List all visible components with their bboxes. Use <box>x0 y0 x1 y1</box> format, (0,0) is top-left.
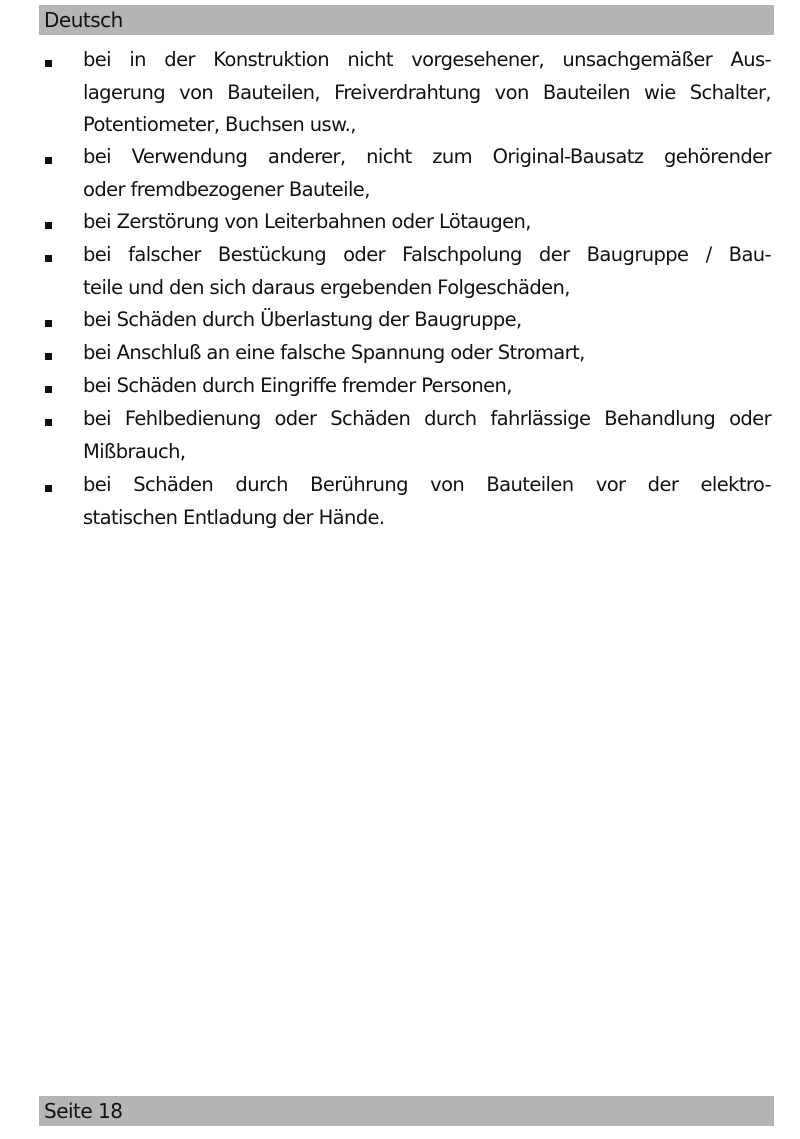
text-line: bei Fehlbedienung oder Schäden durch fahrlässige Behandlung oder <box>83 407 771 430</box>
bullet-square-icon <box>45 485 52 492</box>
text-line: lagerung von Bauteilen, Freiverdrahtung von Bauteilen wie Schalter, <box>83 80 771 104</box>
bullet-square-icon <box>45 386 52 393</box>
text-line: teile und den sich daraus ergebenden Folgeschäden, <box>83 275 570 299</box>
header-title: Deutsch <box>44 8 123 32</box>
bullet-square-icon <box>45 60 52 67</box>
bullet-square-icon <box>45 255 52 262</box>
text-line: bei Schäden durch Berührung von Bauteilen vor der elektro- <box>83 473 771 496</box>
text-line: bei Schäden durch Eingriffe fremder Personen, <box>83 374 512 397</box>
bullet-square-icon <box>45 419 52 426</box>
text-line: bei in der Konstruktion nicht vorgesehener, unsachgemäßer Aus- <box>83 48 771 71</box>
list-item-text <box>83 44 771 142</box>
text-line: bei falscher Bestückung oder Falschpolung der Baugruppe / Bau- <box>83 243 771 266</box>
text-line: Mißbrauch, <box>83 439 186 463</box>
list-item-text <box>83 141 771 206</box>
page-footer <box>39 1096 774 1126</box>
page-number: Seite 18 <box>44 1099 123 1123</box>
list-item-text <box>83 403 771 468</box>
text-line: bei Zerstörung von Leiterbahnen oder Lötaugen, <box>83 210 531 233</box>
text-line: bei Anschluß an eine falsche Spannung oder Stromart, <box>83 341 585 364</box>
list-item-text <box>83 304 771 337</box>
page-header <box>39 5 774 35</box>
text-line: Potentiometer, Buchsen usw., <box>83 113 356 136</box>
list-item-text <box>83 370 771 403</box>
text-line: bei Schäden durch Überlastung der Baugruppe, <box>83 308 522 331</box>
bullet-square-icon <box>45 222 52 229</box>
text-line: bei Verwendung anderer, nicht zum Original-Bausatz gehörender <box>83 145 771 168</box>
bullet-square-icon <box>45 157 52 164</box>
list-item-text <box>83 469 771 534</box>
list-item-text <box>83 239 771 304</box>
bullet-square-icon <box>45 320 52 327</box>
list-item-text <box>83 206 771 239</box>
text-line: oder fremdbezogener Bauteile, <box>83 177 370 201</box>
list-item-text <box>83 337 771 370</box>
text-line: statischen Entladung der Hände. <box>83 505 385 529</box>
bullet-square-icon <box>45 353 52 360</box>
